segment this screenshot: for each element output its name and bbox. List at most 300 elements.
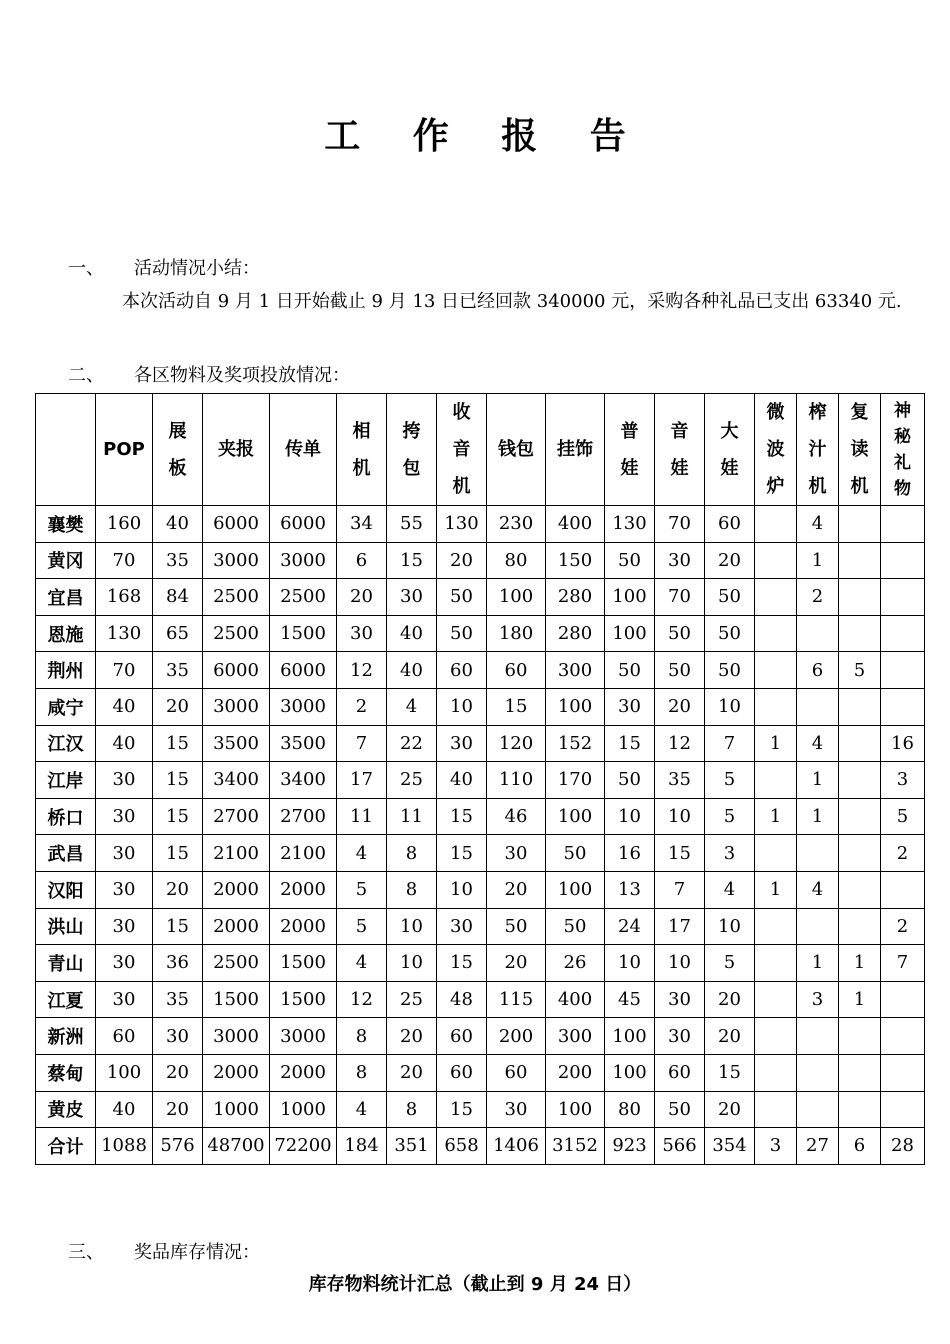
table-cell: 3000 — [203, 688, 270, 725]
table-cell: 7 — [655, 871, 705, 908]
table-cell: 60 — [437, 652, 487, 689]
table-cell: 5 — [705, 762, 755, 799]
table-row — [36, 579, 925, 616]
table-cell: 1 — [797, 798, 839, 835]
region-cell: 桥口 — [36, 798, 96, 835]
table-cell: 15 — [153, 908, 203, 945]
table-cell — [755, 981, 797, 1018]
table-cell: 10 — [605, 945, 655, 982]
column-header: 钱包 — [487, 394, 546, 506]
table-cell: 50 — [487, 908, 546, 945]
table-cell: 2500 — [203, 579, 270, 616]
table-cell: 11 — [337, 798, 387, 835]
table-cell: 70 — [655, 579, 705, 616]
table-cell — [797, 835, 839, 872]
table-cell: 200 — [487, 1018, 546, 1055]
table-cell: 40 — [153, 506, 203, 543]
column-header: 挂饰 — [546, 394, 605, 506]
table-cell — [839, 1018, 881, 1055]
table-cell: 400 — [546, 981, 605, 1018]
table-cell — [839, 506, 881, 543]
table-cell: 170 — [546, 762, 605, 799]
region-cell: 汉阳 — [36, 871, 96, 908]
table-row — [36, 506, 925, 543]
table-cell: 50 — [546, 908, 605, 945]
table-cell — [839, 798, 881, 835]
table-cell: 230 — [487, 506, 546, 543]
table-cell — [881, 615, 925, 652]
section-2-title: 各区物料及奖项投放情况： — [134, 365, 350, 386]
table-cell: 30 — [153, 1018, 203, 1055]
table-cell: 15 — [153, 762, 203, 799]
table-cell: 30 — [96, 981, 153, 1018]
table-cell: 20 — [705, 542, 755, 579]
column-header: 大 娃 — [705, 394, 755, 506]
table-cell: 3000 — [270, 542, 337, 579]
table-cell: 35 — [153, 542, 203, 579]
table-cell: 3 — [705, 835, 755, 872]
table-cell: 10 — [437, 871, 487, 908]
table-cell: 50 — [437, 615, 487, 652]
table-cell: 40 — [96, 1091, 153, 1128]
table-cell: 70 — [655, 506, 705, 543]
table-cell: 20 — [153, 688, 203, 725]
section-2-number: 二、 — [68, 365, 104, 386]
table-cell: 200 — [546, 1054, 605, 1091]
table-cell: 2700 — [270, 798, 337, 835]
table-cell: 48 — [437, 981, 487, 1018]
table-cell: 30 — [337, 615, 387, 652]
table-cell: 1500 — [270, 615, 337, 652]
table-cell: 20 — [387, 1054, 437, 1091]
table-cell — [797, 1091, 839, 1128]
table-cell: 2500 — [203, 615, 270, 652]
table-cell: 55 — [387, 506, 437, 543]
table-cell: 20 — [337, 579, 387, 616]
table-cell: 15 — [153, 835, 203, 872]
table-cell — [755, 688, 797, 725]
table-cell: 30 — [655, 542, 705, 579]
table-row — [36, 542, 925, 579]
table-cell: 6 — [839, 1128, 881, 1165]
table-cell: 15 — [605, 725, 655, 762]
inventory-caption: 库存物料统计汇总（截止到 9 月 24 日） — [308, 1274, 642, 1295]
table-cell: 7 — [705, 725, 755, 762]
table-cell: 30 — [487, 835, 546, 872]
table-cell: 1500 — [270, 945, 337, 982]
table-row — [36, 652, 925, 689]
table-cell: 45 — [605, 981, 655, 1018]
table-cell: 10 — [705, 688, 755, 725]
table-cell: 1 — [797, 762, 839, 799]
table-cell: 50 — [605, 542, 655, 579]
table-cell: 3400 — [270, 762, 337, 799]
table-cell: 8 — [387, 835, 437, 872]
table-cell: 5 — [337, 908, 387, 945]
table-cell: 130 — [605, 506, 655, 543]
table-cell: 60 — [487, 1054, 546, 1091]
region-cell: 宜昌 — [36, 579, 96, 616]
column-header: 微 波 炉 — [755, 394, 797, 506]
table-cell: 130 — [96, 615, 153, 652]
table-cell: 3500 — [203, 725, 270, 762]
table-cell: 3400 — [203, 762, 270, 799]
table-cell: 20 — [705, 981, 755, 1018]
column-header — [36, 394, 96, 506]
table-cell: 2 — [337, 688, 387, 725]
table-cell — [755, 835, 797, 872]
table-cell: 2500 — [203, 945, 270, 982]
table-cell: 30 — [96, 908, 153, 945]
table-row — [36, 762, 925, 799]
table-cell: 15 — [487, 688, 546, 725]
table-cell: 50 — [605, 652, 655, 689]
table-cell: 100 — [605, 1054, 655, 1091]
table-cell: 25 — [387, 762, 437, 799]
table-row — [36, 1054, 925, 1091]
table-cell: 6 — [337, 542, 387, 579]
table-cell: 4 — [797, 506, 839, 543]
table-cell — [797, 615, 839, 652]
table-cell: 6000 — [270, 652, 337, 689]
table-cell: 5 — [839, 652, 881, 689]
table-row — [36, 871, 925, 908]
table-cell: 3000 — [203, 1018, 270, 1055]
table-cell: 35 — [153, 652, 203, 689]
table-cell: 10 — [387, 908, 437, 945]
table-row — [36, 1018, 925, 1055]
table-cell — [881, 1018, 925, 1055]
table-cell: 1 — [839, 945, 881, 982]
table-body — [36, 506, 925, 1165]
table-cell: 1 — [797, 542, 839, 579]
table-cell — [839, 688, 881, 725]
table-cell: 2700 — [203, 798, 270, 835]
table-cell: 1 — [755, 725, 797, 762]
column-header: 挎 包 — [387, 394, 437, 506]
column-header: 复 读 机 — [839, 394, 881, 506]
column-header: 夹报 — [203, 394, 270, 506]
table-cell: 658 — [437, 1128, 487, 1165]
table-cell: 40 — [96, 725, 153, 762]
activity-summary-paragraph: 本次活动自 9 月 1 日开始截止 9 月 13 日已经回款 340000 元，采购各种礼品已支出 63340 元. — [122, 291, 902, 312]
table-cell: 1088 — [96, 1128, 153, 1165]
table-cell: 10 — [655, 945, 705, 982]
table-cell: 22 — [387, 725, 437, 762]
table-cell: 3500 — [270, 725, 337, 762]
table-row — [36, 1128, 925, 1165]
table-cell: 20 — [487, 871, 546, 908]
table-cell: 30 — [655, 1018, 705, 1055]
table-cell: 4 — [797, 871, 839, 908]
table-cell: 12 — [337, 652, 387, 689]
table-cell: 34 — [337, 506, 387, 543]
table-cell: 4 — [797, 725, 839, 762]
table-cell: 5 — [337, 871, 387, 908]
table-cell: 1500 — [270, 981, 337, 1018]
report-title: 工 作 报 告 — [324, 116, 646, 157]
table-cell — [797, 1018, 839, 1055]
table-cell — [881, 506, 925, 543]
table-cell: 30 — [96, 762, 153, 799]
region-cell: 洪山 — [36, 908, 96, 945]
table-row — [36, 1091, 925, 1128]
column-header: 展 板 — [153, 394, 203, 506]
table-cell: 1406 — [487, 1128, 546, 1165]
section-3-title: 奖品库存情况： — [134, 1242, 260, 1263]
column-header: 相 机 — [337, 394, 387, 506]
region-cell: 青山 — [36, 945, 96, 982]
table-header-row — [36, 394, 925, 506]
table-cell: 36 — [153, 945, 203, 982]
table-cell: 1000 — [203, 1091, 270, 1128]
table-cell: 20 — [153, 1054, 203, 1091]
table-cell — [881, 1054, 925, 1091]
table-cell: 2000 — [203, 1054, 270, 1091]
table-cell: 20 — [705, 1018, 755, 1055]
table-cell: 2100 — [270, 835, 337, 872]
table-cell: 2000 — [203, 908, 270, 945]
table-cell: 60 — [437, 1054, 487, 1091]
table-cell: 2000 — [270, 871, 337, 908]
table-cell: 130 — [437, 506, 487, 543]
table-cell: 27 — [797, 1128, 839, 1165]
table-cell — [755, 579, 797, 616]
table-cell: 50 — [705, 652, 755, 689]
table-cell: 7 — [337, 725, 387, 762]
region-cell: 江夏 — [36, 981, 96, 1018]
table-cell: 8 — [337, 1018, 387, 1055]
table-cell: 300 — [546, 1018, 605, 1055]
table-cell: 180 — [487, 615, 546, 652]
table-cell: 65 — [153, 615, 203, 652]
table-cell: 4 — [387, 688, 437, 725]
region-cell: 襄樊 — [36, 506, 96, 543]
table-cell: 50 — [705, 579, 755, 616]
table-cell — [881, 579, 925, 616]
table-cell: 70 — [96, 652, 153, 689]
table-cell — [755, 1018, 797, 1055]
table-row — [36, 688, 925, 725]
table-cell: 30 — [96, 871, 153, 908]
table-cell: 4 — [705, 871, 755, 908]
table-cell: 150 — [546, 542, 605, 579]
table-cell — [755, 615, 797, 652]
table-cell: 50 — [655, 1091, 705, 1128]
region-cell: 蔡甸 — [36, 1054, 96, 1091]
table-cell — [797, 908, 839, 945]
table-cell: 80 — [487, 542, 546, 579]
table-cell — [755, 945, 797, 982]
table-cell: 115 — [487, 981, 546, 1018]
table-cell: 11 — [387, 798, 437, 835]
table-cell: 50 — [705, 615, 755, 652]
table-cell — [755, 1091, 797, 1128]
table-cell: 60 — [437, 1018, 487, 1055]
table-cell: 12 — [655, 725, 705, 762]
table-cell — [755, 1054, 797, 1091]
table-cell: 40 — [96, 688, 153, 725]
table-cell: 168 — [96, 579, 153, 616]
table-cell: 184 — [337, 1128, 387, 1165]
table-cell: 40 — [437, 762, 487, 799]
table-cell — [839, 871, 881, 908]
region-cell: 江汉 — [36, 725, 96, 762]
table-cell: 120 — [487, 725, 546, 762]
table-cell: 3000 — [270, 1018, 337, 1055]
table-cell: 15 — [387, 542, 437, 579]
table-cell — [797, 1054, 839, 1091]
table-cell: 48700 — [203, 1128, 270, 1165]
table-cell: 10 — [655, 798, 705, 835]
table-cell: 46 — [487, 798, 546, 835]
table-cell: 25 — [387, 981, 437, 1018]
column-header: 普 娃 — [605, 394, 655, 506]
column-header: POP — [96, 394, 153, 506]
table-cell: 6 — [797, 652, 839, 689]
table-cell: 30 — [96, 945, 153, 982]
table-cell: 60 — [655, 1054, 705, 1091]
table-cell: 5 — [705, 798, 755, 835]
table-cell: 15 — [153, 725, 203, 762]
table-cell: 60 — [705, 506, 755, 543]
table-cell: 3000 — [203, 542, 270, 579]
table-cell — [839, 908, 881, 945]
table-cell: 28 — [881, 1128, 925, 1165]
table-cell: 4 — [337, 835, 387, 872]
table-cell: 20 — [153, 871, 203, 908]
table-cell: 30 — [96, 798, 153, 835]
table-cell: 12 — [337, 981, 387, 1018]
table-cell: 30 — [437, 725, 487, 762]
table-cell: 300 — [546, 652, 605, 689]
region-cell: 恩施 — [36, 615, 96, 652]
table-cell — [839, 762, 881, 799]
table-cell: 2000 — [270, 1054, 337, 1091]
table-cell — [755, 542, 797, 579]
table-cell: 60 — [487, 652, 546, 689]
table-cell: 3152 — [546, 1128, 605, 1165]
table-cell: 3 — [797, 981, 839, 1018]
table-cell: 30 — [605, 688, 655, 725]
section-3-number: 三、 — [68, 1242, 104, 1263]
column-header: 传单 — [270, 394, 337, 506]
table-cell: 100 — [605, 1018, 655, 1055]
table-cell — [755, 762, 797, 799]
region-cell: 黄冈 — [36, 542, 96, 579]
table-cell: 15 — [153, 798, 203, 835]
table-cell: 13 — [605, 871, 655, 908]
table-cell: 20 — [153, 1091, 203, 1128]
table-cell: 60 — [96, 1018, 153, 1055]
table-cell: 17 — [655, 908, 705, 945]
table-cell — [881, 652, 925, 689]
table-cell: 2 — [881, 908, 925, 945]
table-cell: 70 — [96, 542, 153, 579]
table-cell: 20 — [705, 1091, 755, 1128]
table-cell: 2000 — [203, 871, 270, 908]
table-cell: 2500 — [270, 579, 337, 616]
table-cell — [755, 908, 797, 945]
column-header: 收 音 机 — [437, 394, 487, 506]
table-cell: 84 — [153, 579, 203, 616]
table-cell: 30 — [655, 981, 705, 1018]
table-cell: 5 — [881, 798, 925, 835]
table-row — [36, 981, 925, 1018]
table-cell: 354 — [705, 1128, 755, 1165]
table-cell: 50 — [437, 579, 487, 616]
table-cell: 6000 — [270, 506, 337, 543]
table-cell: 10 — [605, 798, 655, 835]
table-cell: 3 — [881, 762, 925, 799]
table-cell — [839, 1091, 881, 1128]
table-cell: 100 — [605, 615, 655, 652]
table-cell — [755, 652, 797, 689]
table-cell — [797, 688, 839, 725]
table-row — [36, 945, 925, 982]
table-cell: 1000 — [270, 1091, 337, 1128]
table-cell: 26 — [546, 945, 605, 982]
table-cell: 40 — [387, 652, 437, 689]
table-cell: 100 — [96, 1054, 153, 1091]
table-cell: 15 — [437, 798, 487, 835]
table-cell: 6000 — [203, 506, 270, 543]
table-cell: 2000 — [270, 908, 337, 945]
table-cell — [881, 871, 925, 908]
table-cell: 30 — [437, 908, 487, 945]
table-cell — [839, 579, 881, 616]
table-cell: 50 — [655, 652, 705, 689]
table-cell — [881, 542, 925, 579]
table-cell: 30 — [487, 1091, 546, 1128]
table-cell: 1500 — [203, 981, 270, 1018]
region-cell: 武昌 — [36, 835, 96, 872]
table-cell — [839, 1054, 881, 1091]
region-cell: 合计 — [36, 1128, 96, 1165]
table-cell: 35 — [655, 762, 705, 799]
table-cell: 6000 — [203, 652, 270, 689]
table-row — [36, 798, 925, 835]
table-cell — [839, 615, 881, 652]
region-cell: 江岸 — [36, 762, 96, 799]
table-cell: 30 — [96, 835, 153, 872]
table-cell: 20 — [487, 945, 546, 982]
table-cell — [881, 1091, 925, 1128]
table-cell: 17 — [337, 762, 387, 799]
table-cell: 24 — [605, 908, 655, 945]
table-cell: 10 — [437, 688, 487, 725]
table-cell: 30 — [387, 579, 437, 616]
table-cell — [839, 542, 881, 579]
table-cell: 15 — [437, 835, 487, 872]
table-cell — [881, 981, 925, 1018]
table-cell: 20 — [387, 1018, 437, 1055]
table-cell: 4 — [337, 1091, 387, 1128]
table-cell: 566 — [655, 1128, 705, 1165]
table-cell: 72200 — [270, 1128, 337, 1165]
table-cell: 4 — [337, 945, 387, 982]
table-cell: 16 — [881, 725, 925, 762]
table-cell: 3000 — [270, 688, 337, 725]
table-cell: 80 — [605, 1091, 655, 1128]
table-cell: 576 — [153, 1128, 203, 1165]
region-cell: 咸宁 — [36, 688, 96, 725]
table-cell: 16 — [605, 835, 655, 872]
table-cell: 8 — [387, 1091, 437, 1128]
table-cell: 10 — [705, 908, 755, 945]
table-cell: 100 — [546, 871, 605, 908]
table-cell: 50 — [546, 835, 605, 872]
